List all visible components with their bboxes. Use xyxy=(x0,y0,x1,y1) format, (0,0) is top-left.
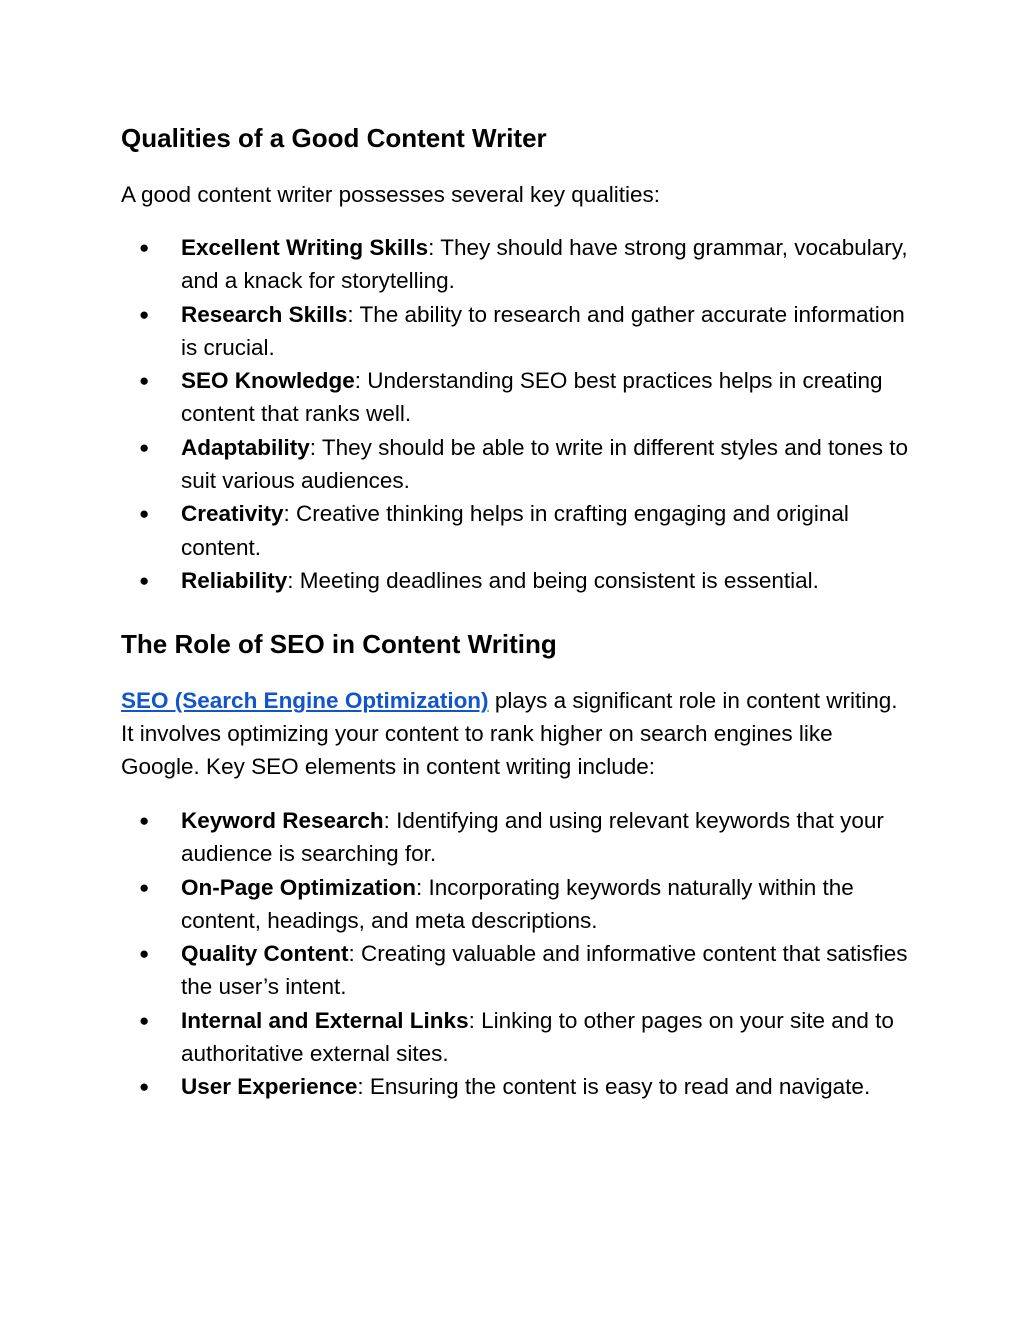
bullet-icon: ● xyxy=(139,877,150,897)
list-item xyxy=(121,1070,911,1103)
list-item xyxy=(121,497,911,564)
item-term: Adaptability xyxy=(181,434,310,460)
bullet-icon: ● xyxy=(139,1010,150,1030)
item-description: : Identifying and using relevant keywords that your audience is searching for. xyxy=(181,808,884,867)
list-item xyxy=(121,231,911,298)
item-term: SEO Knowledge xyxy=(181,368,355,394)
list-item xyxy=(121,871,911,938)
item-description: : Creating valuable and informative content that satisfies the user’s intent. xyxy=(181,941,908,1000)
list-item xyxy=(121,364,911,431)
bullet-icon: ● xyxy=(139,238,150,257)
item-term: Keyword Research xyxy=(181,808,384,833)
item-term: Reliability xyxy=(181,567,288,593)
list-item xyxy=(121,298,911,365)
bullet-icon: ● xyxy=(139,944,150,964)
item-term: On-Page Optimization xyxy=(181,874,417,900)
bullet-icon: ● xyxy=(139,437,150,457)
item-description: : Creative thinking helps in crafting engaging and original content. xyxy=(181,501,849,560)
bullet-icon: ● xyxy=(139,1077,150,1097)
seo-paragraph-text: plays a significant role in content writing. It involves optimizing your content to rank higher on search engines like Google. Key SEO elements in content writing include: xyxy=(121,688,898,779)
item-description: : They should have strong grammar, vocabulary, and a knack for storytelling. xyxy=(181,235,908,294)
bullet-icon: ● xyxy=(139,570,150,590)
item-term: Internal and External Links xyxy=(181,1007,469,1033)
section-heading-seo: The Role of SEO in Content Writing xyxy=(121,629,557,659)
bullet-icon: ● xyxy=(139,504,150,524)
list-item xyxy=(121,937,911,1004)
list-item xyxy=(121,1004,911,1071)
item-description: : They should be able to write in different styles and tones to suit various audiences. xyxy=(181,434,909,494)
bullet-icon: ● xyxy=(139,304,150,324)
item-term: User Experience xyxy=(181,1074,358,1100)
list-item xyxy=(121,431,911,498)
item-term: Excellent Writing Skills xyxy=(181,235,429,260)
section-heading-qualities: Qualities of a Good Content Writer xyxy=(121,123,547,153)
item-description: : Understanding SEO best practices helps in creating content that ranks well. xyxy=(181,368,883,427)
item-description: : Linking to other pages on your site and to authoritative external sites. xyxy=(181,1007,894,1067)
qualities-list xyxy=(121,231,911,597)
item-term: Creativity xyxy=(181,501,284,527)
seo-elements-list xyxy=(121,804,911,1104)
item-term: Research Skills xyxy=(181,301,348,327)
list-item xyxy=(121,804,911,871)
item-description: : Ensuring the content is easy to read and navigate. xyxy=(357,1074,871,1100)
item-term: Quality Content xyxy=(181,941,349,967)
seo-paragraph xyxy=(121,684,911,783)
item-description: : Meeting deadlines and being consistent is essential. xyxy=(287,567,819,593)
seo-link[interactable]: SEO (Search Engine Optimization) xyxy=(121,688,489,713)
item-description: : Incorporating keywords naturally within the content, headings, and meta descriptions. xyxy=(181,874,854,933)
item-description: : The ability to research and gather accurate information is crucial. xyxy=(181,301,905,360)
bullet-icon: ● xyxy=(139,811,150,830)
bullet-icon: ● xyxy=(139,371,150,391)
list-item xyxy=(121,564,911,597)
intro-paragraph: A good content writer possesses several key qualities: xyxy=(121,182,661,207)
